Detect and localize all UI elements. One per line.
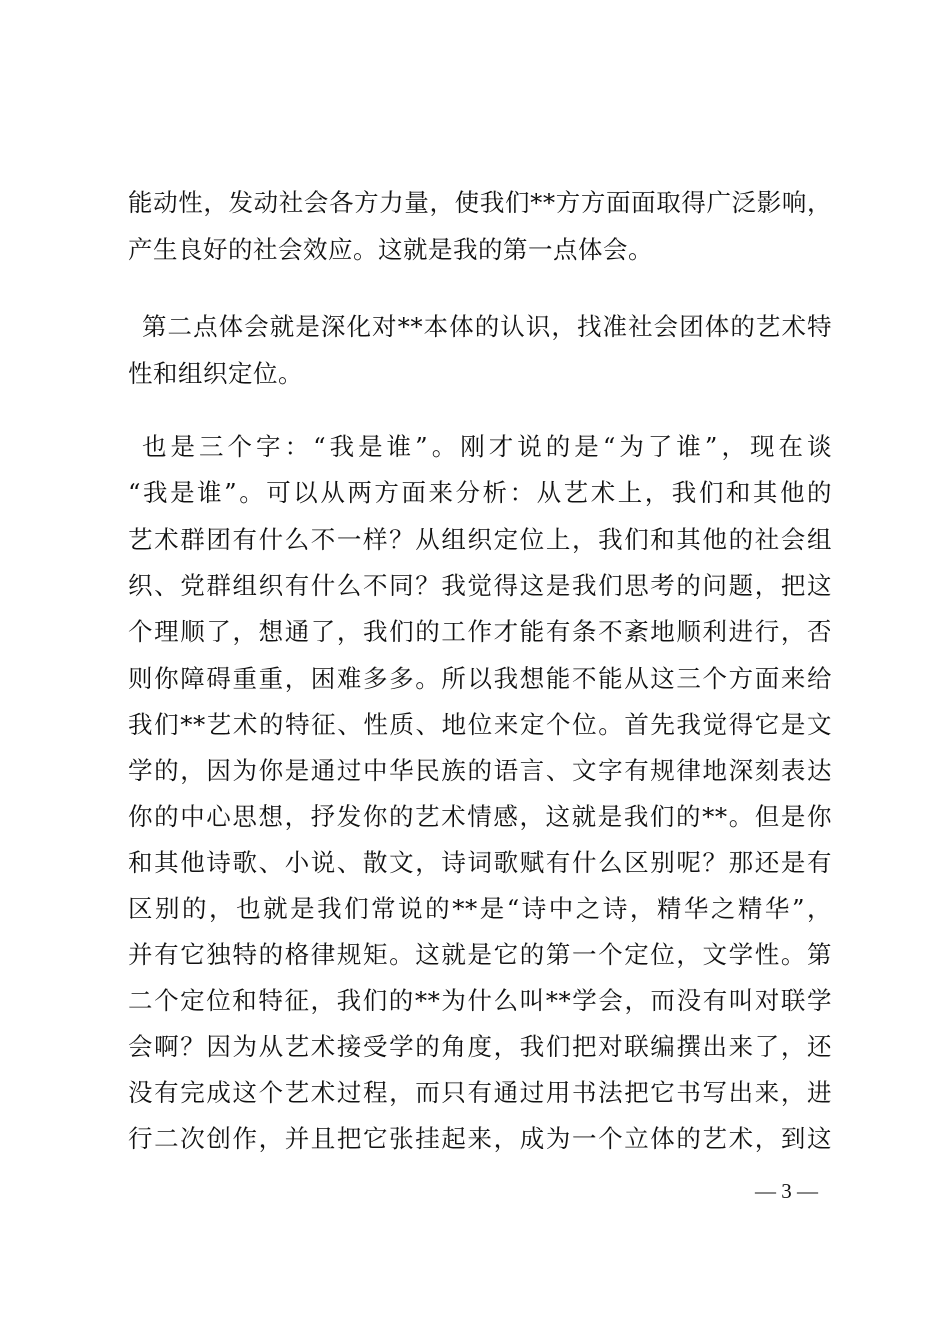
paragraph-3-line-4: 织、党群组织有什么不同？我觉得这是我们思考的问题，把这 [128,571,832,600]
paragraph-3-line-16: 行二次创作，并且把它张挂起来，成为一个立体的艺术，到这 [128,1124,832,1153]
paragraph-3-line-15: 没有完成这个艺术过程，而只有通过用书法把它书写出来，进 [128,1078,832,1107]
paragraph-1-line-1: 能动性，发动社会各方力量，使我们**方方面面取得广泛影响， [128,188,832,217]
paragraph-2-line-2: 性和组织定位。 [128,359,303,388]
paragraph-3-line-5: 个理顺了，想通了，我们的工作才能有条不紊地顺利进行，否 [128,617,832,646]
paragraph-3-line-9: 你的中心思想，抒发你的艺术情感，这就是我们的**。但是你 [128,802,832,831]
paragraph-3-line-11: 区别的，也就是我们常说的**是“诗中之诗，精华之精华”， [128,894,832,923]
paragraph-3-line-6: 则你障碍重重，困难多多。所以我想能不能从这三个方面来给 [128,664,832,693]
paragraph-3-line-10: 和其他诗歌、小说、散文，诗词歌赋有什么区别呢？那还是有 [128,848,832,877]
paragraph-3-line-8: 学的，因为你是通过中华民族的语言、文字有规律地深刻表达 [128,756,832,785]
paragraph-3-line-14: 会啊？因为从艺术接受学的角度，我们把对联编撰出来了，还 [128,1032,832,1061]
paragraph-3-line-13: 二个定位和特征，我们的**为什么叫**学会，而没有叫对联学 [128,986,832,1015]
paragraph-3-line-3: 艺术群团有什么不一样？从组织定位上，我们和其他的社会组 [128,525,832,554]
paragraph-3-line-1: 也是三个字：“我是谁”。刚才说的是“为了谁”，现在谈 [142,432,832,461]
paragraph-3-line-2: “我是谁”。可以从两方面来分析：从艺术上，我们和其他的 [128,478,832,507]
paragraph-2-line-1: 第二点体会就是深化对**本体的认识，找准社会团体的艺术特 [142,312,832,341]
page-number: — 3 — [755,1179,818,1203]
paragraph-1-line-2: 产生良好的社会效应。这就是我的第一点体会。 [128,235,653,264]
paragraph-3-line-7: 我们**艺术的特征、性质、地位来定个位。首先我觉得它是文 [128,710,832,739]
paragraph-3-line-12: 并有它独特的格律规矩。这就是它的第一个定位，文学性。第 [128,940,832,969]
